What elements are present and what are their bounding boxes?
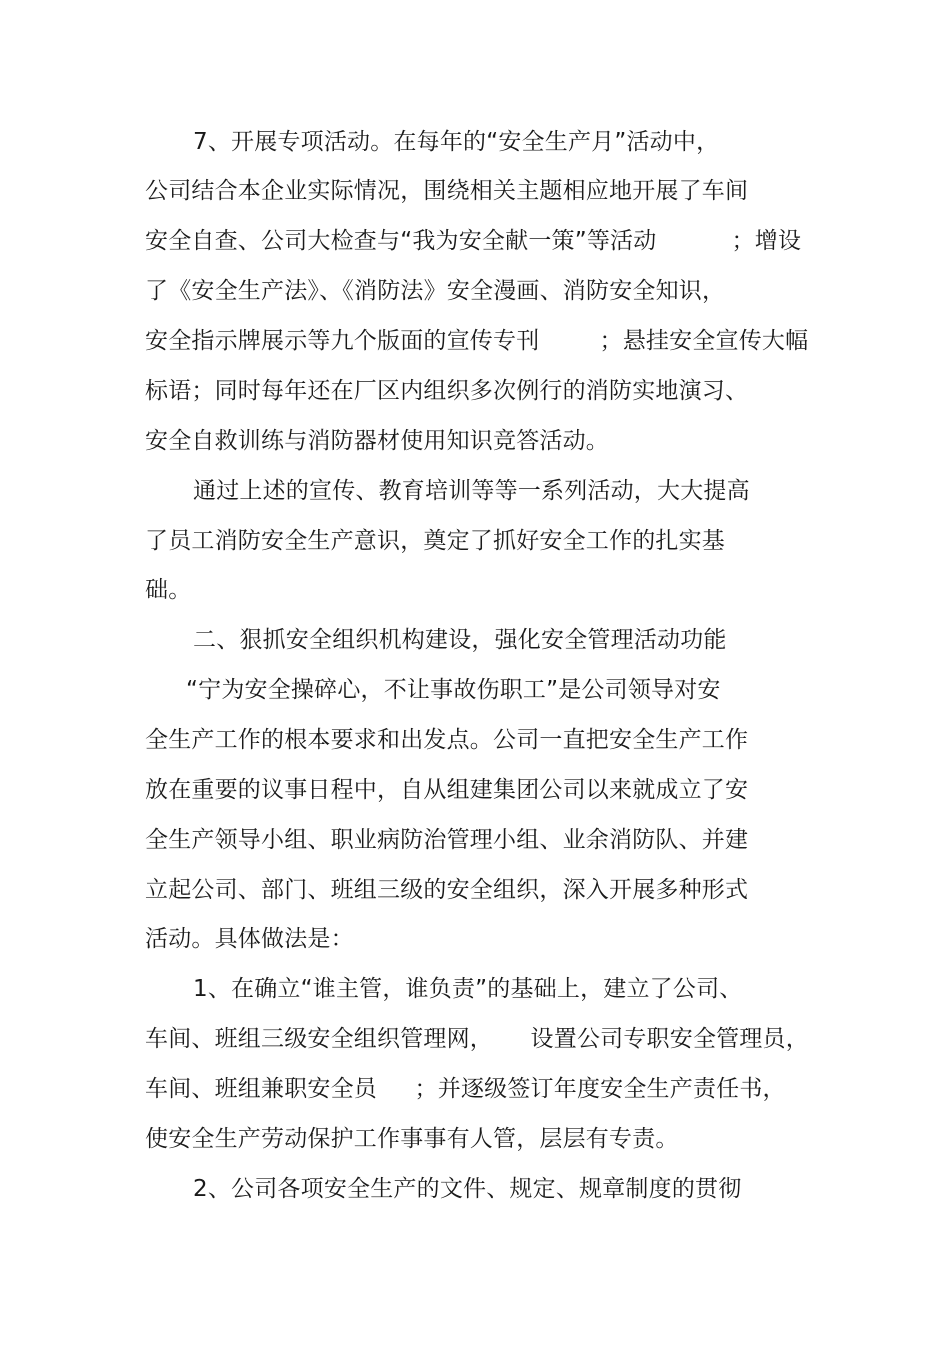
paragraph-line: 通过上述的宣传、教育培训等等一系列活动，大大提高 [193,478,750,504]
paragraph-line: 7、开展专项活动。在每年的“安全生产月”活动中， [193,129,720,155]
paragraph-line: 放在重要的议事日程中，自从组建集团公司以来就成立了安 [145,777,749,803]
paragraph-line: 础。 [145,577,192,603]
paragraph-line: 了《安全生产法》、《消防法》安全漫画、消防安全知识， [145,278,726,304]
paragraph-line: 全生产工作的根本要求和出发点。公司一直把安全生产工作 [145,727,749,753]
paragraph-line: 了员工消防安全生产意识，奠定了抓好安全工作的扎实基 [145,528,725,554]
paragraph-line: 1、在确立“谁主管，谁负责”的基础上，建立了公司、 [193,976,743,1002]
paragraph-line: 安全指示牌展示等九个版面的宣传专刊 ；悬挂安全宣传大幅 [145,328,809,354]
paragraph-line: 安全自查、公司大检查与“我为安全献一策”等活动 ；增设 [145,228,802,254]
paragraph-line: 活动。具体做法是： [145,926,354,952]
paragraph-line: 车间、班组兼职安全员 ；并逐级签订年度安全生产责任书， [145,1076,786,1102]
paragraph-line: 标语；同时每年还在厂区内组织多次例行的消防实地演习、 [145,378,749,404]
paragraph-line: “宁为安全操碎心，不让事故伤职工”是公司领导对安 [186,677,721,703]
paragraph-line: 安全自救训练与消防器材使用知识竞答活动。 [145,428,609,454]
paragraph-line: 使安全生产劳动保护工作事事有人管，层层有专责。 [145,1126,679,1152]
section-heading: 二、狠抓安全组织机构建设，强化安全管理活动功能 [193,627,727,653]
paragraph-line: 车间、班组三级安全组织管理网， 设置公司专职安全管理员， [145,1026,809,1052]
paragraph-line: 立起公司、部门、班组三级的安全组织，深入开展多种形式 [145,877,749,903]
paragraph-line: 公司结合本企业实际情况，围绕相关主题相应地开展了车间 [145,178,749,204]
paragraph-line: 2、公司各项安全生产的文件、规定、规章制度的贯彻 [193,1176,742,1202]
paragraph-line: 全生产领导小组、职业病防治管理小组、业余消防队、并建 [145,827,749,853]
